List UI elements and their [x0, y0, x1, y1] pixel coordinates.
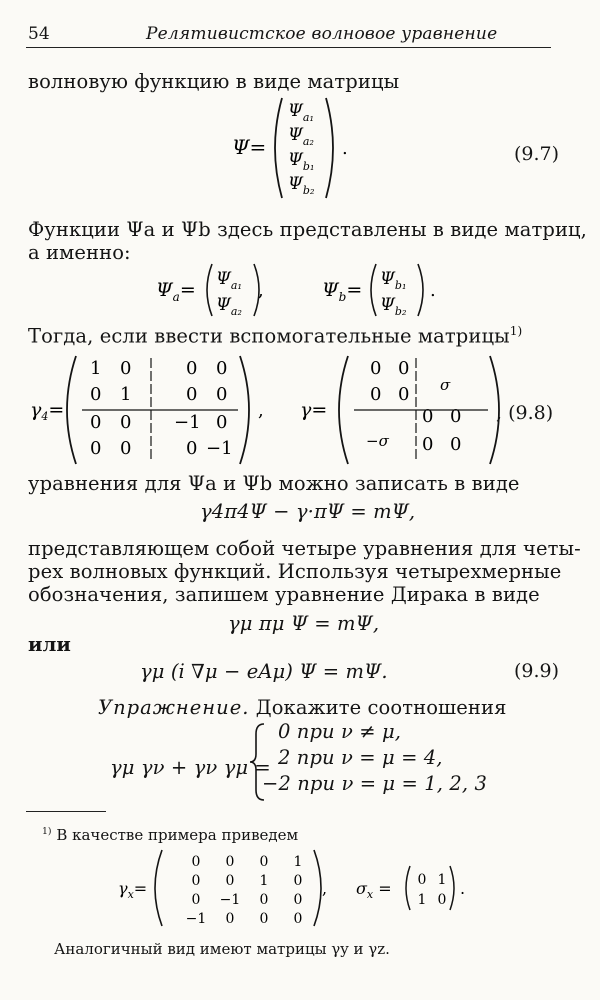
or-word: или: [28, 633, 71, 656]
period: .: [430, 280, 436, 301]
matrix-entry: 1: [437, 872, 447, 888]
svg-text:−1: −1: [206, 438, 233, 459]
period: .: [460, 879, 466, 898]
psi-b1: $\Psi_{b_1}$: [380, 269, 407, 292]
para3-text: Тогда, если ввести вспомогательные матрицы: [28, 324, 510, 348]
exercise-line: [98, 696, 507, 719]
para5-line1: представляющем собой четыре уравнения для четы-: [28, 537, 581, 560]
matrix-entry: 0: [293, 873, 303, 889]
left-paren: [67, 356, 76, 464]
svg-text:0: 0: [398, 358, 410, 379]
left-paren: [406, 866, 410, 910]
psi-b2: $\Psi_{b_2}$: [288, 174, 315, 197]
svg-text:0: 0: [120, 438, 132, 459]
para3: [28, 324, 522, 348]
eq-number-9-8: , (9.8): [496, 402, 554, 424]
matrix-entry: 0: [191, 854, 201, 870]
matrix-entry: 0: [437, 892, 447, 908]
svg-text:0: 0: [186, 384, 198, 405]
footnote-matrices: [118, 848, 478, 930]
eq-dirac2: γμ (i ∇μ − eAμ) Ψ = mΨ.: [140, 660, 388, 683]
svg-text:0: 0: [398, 384, 410, 405]
anticomm-case1: 0 при ν ≠ μ,: [278, 720, 402, 743]
footnote-mark: 1): [42, 826, 52, 837]
psi-a2: $\Psi_{a_2}$: [216, 295, 242, 318]
sigma-x-entries: [418, 872, 447, 908]
matrix-entry: −1: [219, 892, 241, 908]
matrix-entry: 1: [417, 892, 427, 908]
anticomm-lhs: γμ γν + γν γμ =: [110, 756, 271, 779]
svg-text:0: 0: [422, 406, 434, 427]
psi-a1: $\Psi_{a_1}$: [288, 101, 314, 124]
svg-text:σ: σ: [440, 376, 451, 394]
matrix-entry: 0: [293, 892, 303, 908]
matrix-entry: 0: [225, 911, 235, 927]
svg-text:0: 0: [216, 412, 228, 433]
svg-text:0: 0: [186, 438, 198, 459]
left-paren: [207, 264, 212, 316]
header-rule: [26, 47, 551, 48]
footnote-text: В качестве примера приведем: [56, 826, 299, 844]
para5-line3: обозначения, запишем уравнение Дирака в виде: [28, 583, 540, 606]
svg-text:0: 0: [422, 434, 434, 455]
matrix-entry: 0: [259, 911, 269, 927]
svg-text:0: 0: [370, 384, 382, 405]
matrix-entry: 0: [191, 892, 201, 908]
para2-line1: Функции Ψa и Ψb здесь представлены в виде матриц,: [28, 218, 587, 241]
page-number: 54: [28, 24, 50, 44]
period: .: [342, 138, 348, 159]
right-paren: [240, 356, 249, 464]
svg-text:−1: −1: [174, 412, 201, 433]
sigma-x-symbol: $\sigma_x$ =: [356, 879, 392, 901]
svg-text:0: 0: [90, 412, 102, 433]
matrix-entry: 1: [293, 854, 303, 870]
gamma-symbol: γ=: [300, 399, 328, 421]
psi-b1: $\Psi_{b_1}$: [288, 150, 315, 173]
comma: ,: [322, 879, 328, 898]
psi-a-symbol: $\Psi_a=$: [156, 279, 196, 304]
matrix-entry: 0: [417, 872, 427, 888]
right-paren: [418, 264, 423, 316]
left-paren: [275, 98, 282, 198]
svg-text:0: 0: [90, 384, 102, 405]
svg-text:0: 0: [450, 434, 462, 455]
svg-text:0: 0: [120, 412, 132, 433]
svg-text:0: 0: [216, 384, 228, 405]
svg-text:0: 0: [90, 438, 102, 459]
eq-dirac1: γμ πμ Ψ = mΨ,: [228, 612, 380, 635]
psi-a1: $\Psi_{a_1}$: [216, 269, 242, 292]
exercise-label: Упражнение.: [98, 696, 250, 719]
gamma-x-symbol: $\gamma_x=$: [118, 879, 148, 901]
gamma4-symbol: $\gamma_4=$: [30, 399, 65, 423]
svg-text:1: 1: [90, 358, 102, 379]
eq-9-7: [220, 92, 370, 204]
svg-text:−σ: −σ: [366, 432, 389, 450]
right-paren: [326, 98, 333, 198]
psi-a2: $\Psi_{a_2}$: [288, 125, 314, 148]
anticomm-case2: 2 при ν = μ = 4,: [278, 746, 443, 769]
gamma-entries: [366, 358, 461, 455]
matrix-entry: 0: [293, 911, 303, 927]
footnote-line: [42, 826, 298, 844]
matrix-entry: 0: [225, 873, 235, 889]
para2-line2: а именно:: [28, 241, 131, 264]
left-paren: [339, 356, 348, 464]
left-paren: [155, 850, 162, 926]
matrix-entry: 0: [259, 854, 269, 870]
para4: уравнения для Ψa и Ψb можно записать в виде: [28, 472, 520, 495]
eq-9-8: [26, 352, 566, 470]
eq-gamma: γ4π4Ψ − γ·πΨ = mΨ,: [200, 500, 416, 523]
svg-text:0: 0: [450, 406, 462, 427]
para5-line2: рех волновых функций. Используя четырехмерные: [28, 560, 562, 583]
eq-number-9-7: (9.7): [514, 143, 560, 165]
matrix-entry: 1: [259, 873, 269, 889]
matrix-entry: 0: [225, 854, 235, 870]
anticomm-case3: −2 при ν = μ = 1, 2, 3: [262, 772, 487, 795]
gamma-x-entries: [186, 854, 303, 927]
right-paren: [450, 866, 454, 910]
footnote-ref: 1): [509, 324, 523, 338]
svg-text:1: 1: [120, 384, 132, 405]
psi-b2: $\Psi_{b_2}$: [380, 295, 407, 318]
intro-line: волновую функцию в виде матрицы: [28, 70, 400, 93]
right-paren: [314, 850, 321, 926]
running-title: Релятивистское волновое уравнение: [146, 24, 498, 44]
psi-b-symbol: $\Psi_b=$: [322, 279, 363, 304]
psi-ab-columns: [150, 260, 460, 320]
footnote-closing: Аналогичный вид имеют матрицы γy и γz.: [54, 940, 390, 958]
matrix-entry: −1: [185, 911, 207, 927]
left-paren: [371, 264, 376, 316]
svg-text:0: 0: [120, 358, 132, 379]
comma: ,: [258, 400, 264, 421]
eq-number-9-9: (9.9): [514, 660, 560, 682]
svg-text:0: 0: [216, 358, 228, 379]
matrix-entry: 0: [259, 892, 269, 908]
footnote-rule: [26, 811, 106, 812]
gamma4-entries: [90, 358, 233, 459]
psi-symbol: Ψ=: [232, 135, 267, 159]
exercise-text: Докажите соотношения: [255, 696, 507, 719]
svg-text:0: 0: [186, 358, 198, 379]
svg-text:0: 0: [370, 358, 382, 379]
matrix-entry: 0: [191, 873, 201, 889]
comma: ,: [258, 280, 264, 301]
